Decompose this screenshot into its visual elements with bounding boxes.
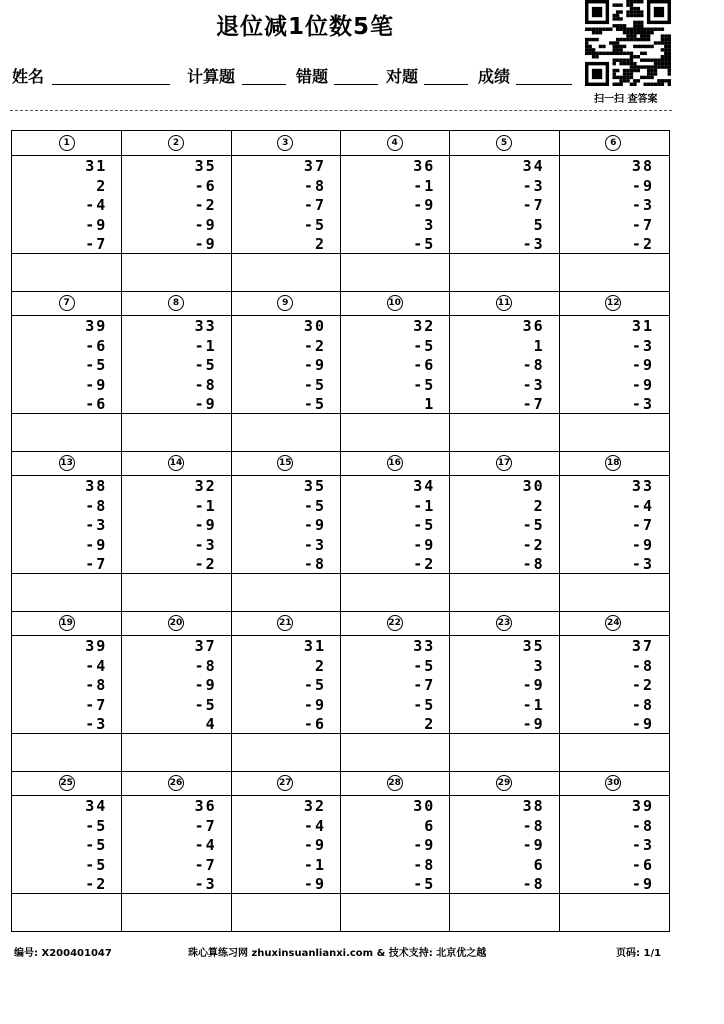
operand: 4 (205, 715, 217, 733)
operand: -5 (413, 695, 436, 714)
operand: -8 (194, 656, 217, 675)
operand: -2 (194, 555, 217, 573)
operand: -9 (413, 196, 436, 214)
operand: -6 (303, 715, 326, 733)
operand: -5 (413, 336, 436, 355)
operand: -1 (303, 855, 326, 874)
answer-box[interactable] (449, 893, 558, 931)
operand: -5 (303, 496, 326, 515)
operand: -2 (631, 235, 654, 253)
problem-number: 1 (59, 135, 75, 151)
operand: -3 (522, 375, 545, 394)
answer-box[interactable] (231, 253, 340, 291)
problem-number: 13 (59, 455, 75, 471)
qr-code-icon[interactable] (585, 0, 671, 86)
problem-number: 24 (605, 615, 621, 631)
operand: -5 (303, 215, 326, 234)
operand: -1 (194, 336, 217, 355)
answer-box[interactable] (449, 253, 558, 291)
cut-line (10, 110, 672, 111)
answer-box[interactable] (12, 893, 121, 931)
answer-box[interactable] (559, 893, 668, 931)
answer-box[interactable] (12, 733, 121, 771)
operand: 35 (194, 157, 217, 175)
operand: -3 (522, 176, 545, 195)
operand: -3 (631, 336, 654, 355)
answer-box[interactable] (121, 413, 230, 451)
operand: -8 (194, 375, 217, 394)
operand: -8 (522, 875, 545, 893)
problem-cell (340, 451, 449, 611)
operand: -8 (303, 555, 326, 573)
wrong-count-field[interactable] (334, 84, 378, 85)
answer-box[interactable] (231, 893, 340, 931)
problem-cell (121, 611, 230, 771)
operand: 31 (631, 317, 654, 335)
operand: 2 (314, 235, 326, 253)
operand: 32 (413, 317, 436, 335)
operand: -6 (631, 855, 654, 874)
page-number: 页码: 1/1 (616, 948, 662, 959)
operand: -5 (85, 855, 108, 874)
problem-number: 10 (387, 295, 403, 311)
operand: -8 (631, 656, 654, 675)
operand: -9 (631, 875, 654, 893)
problem-cell (340, 131, 449, 291)
answer-box[interactable] (559, 253, 668, 291)
answer-box[interactable] (340, 573, 449, 611)
operand: -8 (631, 695, 654, 714)
problem-cell (559, 611, 668, 771)
operand: -3 (194, 875, 217, 893)
operand: 39 (631, 797, 654, 815)
problem-number: 28 (387, 775, 403, 791)
operand: 36 (522, 317, 545, 335)
problem-cell (231, 451, 340, 611)
answer-box[interactable] (121, 253, 230, 291)
problem-cell (121, 131, 230, 291)
operand: -7 (631, 516, 654, 534)
operand: -5 (522, 516, 545, 534)
problem-number: 25 (59, 775, 75, 791)
operand: -1 (413, 176, 436, 195)
operand: -8 (522, 555, 545, 573)
right-count-label: 对题 (386, 67, 419, 86)
operand: -9 (303, 356, 326, 374)
operand: -3 (631, 395, 654, 413)
operand: -6 (85, 336, 108, 355)
answer-box[interactable] (449, 413, 558, 451)
problem-cell (231, 771, 340, 931)
problem-cell (340, 611, 449, 771)
answer-box[interactable] (231, 733, 340, 771)
problem-number: 16 (387, 455, 403, 471)
problem-cell (449, 131, 558, 291)
wrong-count-label: 错题 (296, 67, 329, 86)
problem-cell (340, 771, 449, 931)
operand: -4 (303, 816, 326, 835)
operand: 30 (303, 317, 326, 335)
operand: -8 (85, 496, 108, 515)
operand: -9 (303, 516, 326, 534)
operand: -2 (303, 336, 326, 355)
operand: -8 (522, 816, 545, 835)
operand: -7 (413, 676, 436, 694)
problem-number: 8 (168, 295, 184, 311)
operand: -9 (631, 176, 654, 195)
name-label: 姓名 (12, 67, 45, 86)
operand: -9 (303, 875, 326, 893)
operand: 32 (194, 477, 217, 495)
operand: -9 (631, 535, 654, 554)
operand: -5 (413, 875, 436, 893)
operand: 32 (303, 797, 326, 815)
problem-cell (449, 611, 558, 771)
operand: -3 (85, 715, 108, 733)
answer-box[interactable] (559, 573, 668, 611)
operand: -7 (85, 555, 108, 573)
operand: -7 (631, 215, 654, 234)
problem-cell (12, 131, 121, 291)
problem-cell (559, 291, 668, 451)
operand: -7 (303, 196, 326, 214)
operand: -5 (413, 656, 436, 675)
problem-cell (559, 771, 668, 931)
problem-cell (231, 291, 340, 451)
problem-cell (559, 451, 668, 611)
operand: -5 (194, 695, 217, 714)
answer-box[interactable] (559, 413, 668, 451)
operand: 37 (194, 637, 217, 655)
right-count-field[interactable] (424, 84, 468, 85)
operand: -9 (413, 535, 436, 554)
problem-number: 2 (168, 135, 184, 151)
answer-box[interactable] (12, 573, 121, 611)
operand: -3 (85, 516, 108, 534)
operand: -9 (303, 836, 326, 854)
operand: -9 (85, 215, 108, 234)
answer-box[interactable] (121, 893, 230, 931)
operand: -8 (303, 176, 326, 195)
answer-box[interactable] (231, 573, 340, 611)
operand: -8 (413, 855, 436, 874)
answer-box[interactable] (121, 733, 230, 771)
problem-grid (11, 130, 670, 932)
operand: 6 (424, 816, 436, 835)
operand: 39 (85, 317, 108, 335)
problem-cell (559, 131, 668, 291)
operand: -5 (303, 395, 326, 413)
problem-cell (231, 611, 340, 771)
problem-number: 9 (277, 295, 293, 311)
operand: -3 (631, 555, 654, 573)
answer-box[interactable] (12, 253, 121, 291)
operand: -3 (631, 836, 654, 854)
problem-cell (449, 451, 558, 611)
operand: 36 (413, 157, 436, 175)
score-field[interactable] (516, 84, 572, 85)
worksheet-title: 退位减1位数5笔 (215, 14, 394, 40)
problem-number: 26 (168, 775, 184, 791)
operand: 3 (533, 656, 545, 675)
operand: -4 (85, 656, 108, 675)
operand: -7 (522, 395, 545, 413)
operand: -9 (631, 715, 654, 733)
operand: 31 (303, 637, 326, 655)
operand: 34 (522, 157, 545, 175)
worksheet-code: 编号: X200401047 (14, 948, 112, 959)
operand: -8 (522, 356, 545, 374)
problem-cell (121, 451, 230, 611)
problem-cell (12, 771, 121, 931)
operand: -5 (85, 836, 108, 854)
answer-box[interactable] (340, 733, 449, 771)
operand: 34 (413, 477, 436, 495)
operand: 33 (413, 637, 436, 655)
operand: -3 (303, 535, 326, 554)
operand: -7 (85, 695, 108, 714)
operand: -8 (631, 816, 654, 835)
answer-box[interactable] (12, 413, 121, 451)
problem-cell (340, 291, 449, 451)
operand: -9 (194, 516, 217, 534)
problem-number: 11 (496, 295, 512, 311)
operand: 35 (522, 637, 545, 655)
operand: -7 (522, 196, 545, 214)
problem-number: 17 (496, 455, 512, 471)
operand: 1 (533, 336, 545, 355)
problem-cell (121, 771, 230, 931)
footer-site: 珠心算练习网 zhuxinsuanlianxi.com & 技术支持: 北京优之越 (188, 948, 487, 959)
operand: -2 (413, 555, 436, 573)
operand: -8 (85, 676, 108, 694)
answer-box[interactable] (231, 413, 340, 451)
operand: 37 (303, 157, 326, 175)
score-label: 成绩 (478, 67, 511, 86)
operand: -9 (85, 375, 108, 394)
problem-cell (12, 451, 121, 611)
operand: -9 (522, 676, 545, 694)
problem-number: 18 (605, 455, 621, 471)
operand: 1 (424, 395, 436, 413)
operand: -9 (303, 695, 326, 714)
problem-cell (231, 131, 340, 291)
operand: 5 (533, 215, 545, 234)
student-info-row (12, 64, 592, 90)
operand: -7 (194, 855, 217, 874)
answer-box[interactable] (340, 413, 449, 451)
operand: -9 (631, 375, 654, 394)
operand: -9 (194, 215, 217, 234)
problem-number: 21 (277, 615, 293, 631)
operand: 33 (194, 317, 217, 335)
operand: 37 (631, 637, 654, 655)
problem-number: 3 (277, 135, 293, 151)
operand: 2 (96, 176, 108, 195)
operand: -7 (194, 816, 217, 835)
operand: 2 (533, 496, 545, 515)
operand: 35 (303, 477, 326, 495)
problem-cell (121, 291, 230, 451)
operand: -5 (413, 375, 436, 394)
operand: -9 (194, 235, 217, 253)
operand: -9 (631, 356, 654, 374)
operand: -2 (85, 875, 108, 893)
problem-number: 20 (168, 615, 184, 631)
operand: -9 (413, 836, 436, 854)
operand: -6 (194, 176, 217, 195)
operand: 2 (314, 656, 326, 675)
operand: 34 (85, 797, 108, 815)
operand: -4 (631, 496, 654, 515)
operand: -6 (413, 356, 436, 374)
operand: 30 (413, 797, 436, 815)
problem-cell (449, 291, 558, 451)
problem-number: 29 (496, 775, 512, 791)
operand: -5 (194, 356, 217, 374)
operand: -9 (85, 535, 108, 554)
answer-box[interactable] (449, 573, 558, 611)
answer-box[interactable] (449, 733, 558, 771)
operand: -9 (522, 715, 545, 733)
operand: -5 (85, 356, 108, 374)
operand: 38 (522, 797, 545, 815)
operand: 6 (533, 855, 545, 874)
operand: -9 (194, 676, 217, 694)
answer-box[interactable] (121, 573, 230, 611)
operand: -5 (413, 516, 436, 534)
operand: -9 (194, 395, 217, 413)
calc-count-label: 计算题 (187, 67, 236, 86)
operand: -9 (522, 836, 545, 854)
problem-number: 4 (387, 135, 403, 151)
answer-box[interactable] (340, 253, 449, 291)
operand: -5 (303, 676, 326, 694)
operand: -7 (85, 235, 108, 253)
answer-box[interactable] (559, 733, 668, 771)
operand: 38 (631, 157, 654, 175)
operand: -6 (85, 395, 108, 413)
problem-cell (449, 771, 558, 931)
problem-number: 15 (277, 455, 293, 471)
operand: 36 (194, 797, 217, 815)
operand: -5 (413, 235, 436, 253)
problem-number: 23 (496, 615, 512, 631)
operand: -4 (194, 836, 217, 854)
operand: -2 (631, 676, 654, 694)
problem-number: 12 (605, 295, 621, 311)
operand: 2 (424, 715, 436, 733)
operand: -2 (194, 196, 217, 214)
operand: -2 (522, 535, 545, 554)
problem-number: 14 (168, 455, 184, 471)
operand: 31 (85, 157, 108, 175)
operand: -1 (194, 496, 217, 515)
operand: -1 (522, 695, 545, 714)
problem-number: 5 (496, 135, 512, 151)
problem-number: 22 (387, 615, 403, 631)
operand: -3 (194, 535, 217, 554)
operand: -5 (303, 375, 326, 394)
operand: -3 (631, 196, 654, 214)
problem-number: 7 (59, 295, 75, 311)
operand: -5 (85, 816, 108, 835)
operand: 39 (85, 637, 108, 655)
operand: -1 (413, 496, 436, 515)
problem-number: 6 (605, 135, 621, 151)
problem-number: 19 (59, 615, 75, 631)
operand: 33 (631, 477, 654, 495)
problem-cell (12, 611, 121, 771)
operand: 30 (522, 477, 545, 495)
problem-cell (12, 291, 121, 451)
answer-box[interactable] (340, 893, 449, 931)
problem-number: 30 (605, 775, 621, 791)
operand: -4 (85, 196, 108, 214)
problem-number: 27 (277, 775, 293, 791)
qr-caption: 扫一扫 查答案 (594, 94, 658, 105)
operand: -3 (522, 235, 545, 253)
name-field[interactable] (52, 84, 170, 85)
calc-count-field[interactable] (242, 84, 286, 85)
operand: 3 (424, 215, 436, 234)
operand: 38 (85, 477, 108, 495)
